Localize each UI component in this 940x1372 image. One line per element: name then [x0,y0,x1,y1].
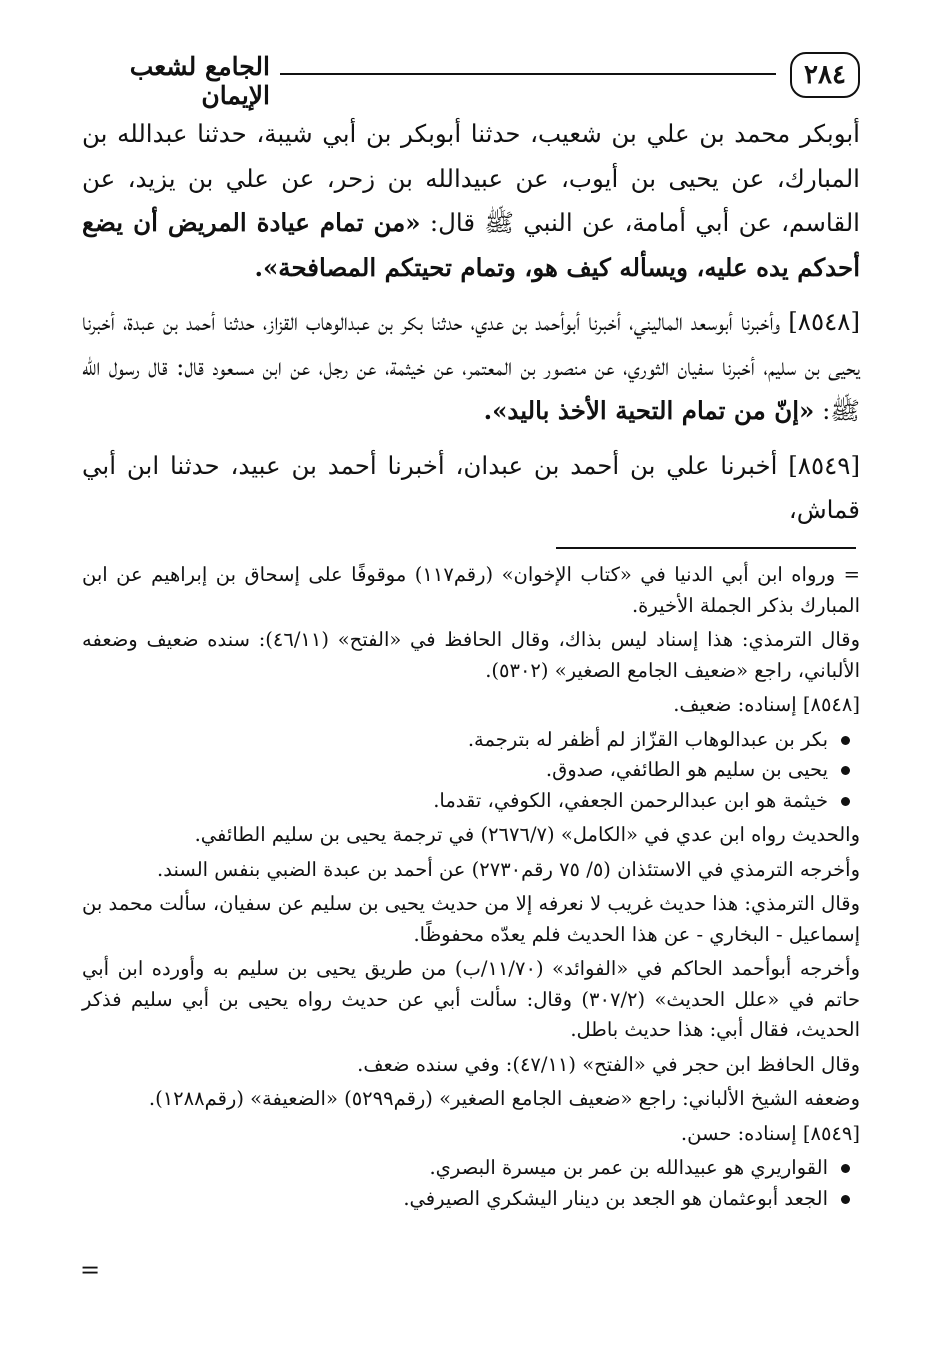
footnote-heading: [٨٥٤٨] إسناده: ضعيف. [673,693,860,716]
isnad-text: [٨٥٤٨] وأخبرنا أبوسعد الماليني، أخبرنا أبوأحمد بن عدي، حدثنا بكر بن عبدالوهاب القزاز، حدثنا أحمد بن عبدة، أخبرنا يحيى بن سليم، أخبرنا سفيان الثوري، عن منصور بن المعتمر، عن خيثمة، عن رجل، عن ابن مسعود قال: قال رسول الله ﷺ: [82,307,860,425]
footnote-line: وأخرجه أبوأحمد الحاكم في «الفوائد» (١١/٧٠/ب) من طريق يحيى بن سليم به وأورده ابن أبي حاتم في «علل الحديث» (٣٠٧/٢) وقال: سألت أبي عن حديث رواه يحيى بن أبي سليم فذكر الحديث، فقال أبي: هذا حديث باطل. [82,957,860,1041]
footnote-line: وقال الترمذي: هذا إسناد ليس بذاك، وقال الحافظ في «الفتح» (٤٦/١١): سنده ضعيف وضعفه الألباني، راجع «ضعيف الجامع الصغير» (٥٣٠٢). [82,628,860,682]
matn-text: «من تمام عيادة المريض أن يضع أحدكم يده عليه، ويسأله كيف هو، وتمام تحيتكم المصافحة». [82,208,860,282]
page-header [0,40,940,110]
isnad-text: أبوبكر محمد بن علي بن شعيب، حدثنا أبوبكر بن أبي شيبة، حدثنا عبدالله بن المبارك، عن يحيى بن أيوب، عن عبيدالله بن زحر، عن علي بن يزيد، عن القاسم، عن أبي أمامة، عن النبي ﷺ قال: [82,119,860,237]
footnote-line: وقال الترمذي: هذا حديث غريب لا نعرفه إلا من حديث يحيى بن سليم عن سفيان، سألت محمد بن إسماعيل - البخاري - عن هذا الحديث فلم يعدّه محفوظًا. [82,892,860,946]
bullet-icon [841,797,850,806]
main-text [82,112,860,543]
continuation-mark: = [80,1256,101,1284]
hadith-paragraph-1 [82,112,860,290]
narrator-list [82,1153,860,1214]
hadith-paragraph-8549: [٨٥٤٩] أخبرنا علي بن أحمد بن عبدان، أخبرنا أحمد بن عبيد، حدثنا ابن أبي قماش، [82,450,860,524]
list-item: خيثمة هو ابن عبدالرحمن الجعفي، الكوفي، تقدما. [82,786,850,817]
header-rule [280,73,776,75]
narrator-list [82,725,860,817]
bullet-icon [841,766,850,775]
matn-text: «إنّ من تمام التحية الأخذ باليد». [483,396,815,425]
footnote-line: = ورواه ابن أبي الدنيا في «كتاب الإخوان» (رقم١١٧) موقوفًا على إسحاق بن إبراهيم عن ابن المبارك بذكر الجملة الأخيرة. [82,563,860,617]
list-item: بكر بن عبدالوهاب القزّاز لم أظفر له بترجمة. [82,725,850,756]
footnote-line: والحديث رواه ابن عدي في «الكامل» (٢٦٧٦/٧) في ترجمة يحيى بن سليم الطائفي. [194,823,860,846]
footnotes [82,560,860,1218]
footnote-heading: [٨٥٤٩] إسناده: حسن. [680,1121,860,1145]
bullet-icon [841,1195,850,1204]
bullet-icon [841,736,850,745]
bullet-icon [841,1164,850,1173]
footnote-line: وضعفه الشيخ الألباني: راجع «ضعيف الجامع الصغير» (رقم٥٢٩٩) «الضعيفة» (رقم١٢٨٨). [148,1087,860,1110]
footnote-line: وقال الحافظ ابن حجر في «الفتح» (٤٧/١١): وفي سنده ضعف. [357,1052,860,1076]
list-item: يحيى بن سليم هو الطائفي، صدوق. [82,755,850,786]
footnote-line: وأخرجه الترمذي في الاستئذان (٥/ ٧٥ رقم٢٧٣٠) عن أحمد بن عبدة الضبي بنفس السند. [157,857,860,881]
list-item: القواريري هو عبيدالله بن عمر بن ميسرة البصري. [82,1153,850,1184]
hadith-paragraph-8548 [82,300,860,434]
list-item: الجعد أبوعثمان هو الجعد بن دينار اليشكري الصيرفي. [82,1184,850,1215]
running-title: الجامع لشعب الإيمان [129,52,270,110]
page-number: ٢٨٤ [790,52,860,98]
footnote-divider [556,547,856,549]
